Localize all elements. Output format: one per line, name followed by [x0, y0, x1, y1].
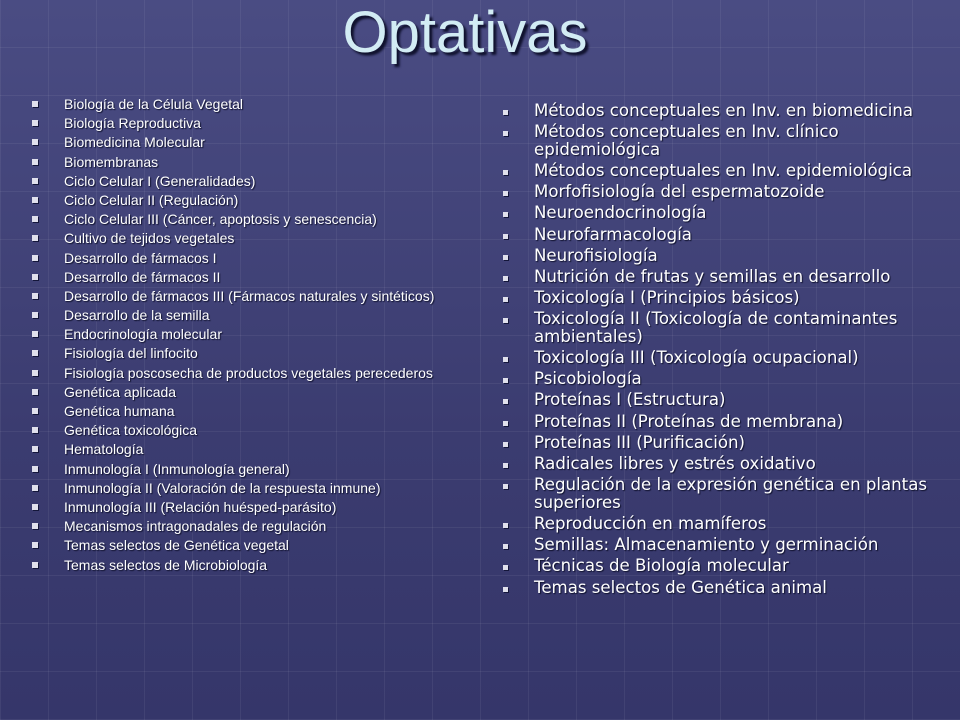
list-item-label: Toxicología II (Toxicología de contaminantes ambientales): [534, 309, 898, 346]
list-item-label: Biología de la Célula Vegetal: [64, 96, 244, 112]
square-bullet-icon: [503, 110, 508, 115]
list-item: [30, 212, 448, 227]
list-item-label: Temas selectos de Genética animal: [534, 577, 827, 597]
list-item-label: Temas selectos de Genética vegetal: [64, 537, 289, 554]
square-bullet-icon: [32, 485, 38, 491]
list-item: [30, 135, 448, 150]
list-item: [30, 155, 448, 170]
square-bullet-icon: [32, 542, 38, 548]
square-bullet-icon: [503, 484, 508, 489]
square-bullet-icon: [32, 197, 38, 203]
list-item-label: Radicales libres y estrés oxidativo: [534, 454, 816, 473]
list-item: [500, 268, 940, 286]
list-item: [30, 442, 448, 457]
square-bullet-icon: [32, 504, 38, 510]
right-course-list: [500, 102, 940, 600]
list-item: [30, 558, 448, 573]
list-item: [30, 289, 448, 304]
list-item-label: Endocrinología molecular: [64, 326, 222, 343]
square-bullet-icon: [503, 523, 508, 528]
list-item-label: Métodos conceptuales en Inv. en biomedicina: [534, 101, 914, 120]
list-item: [30, 174, 448, 189]
square-bullet-icon: [503, 544, 508, 549]
list-item: [30, 308, 448, 323]
list-item-label: Hematología: [64, 441, 144, 458]
list-item-label: Regulación de la expresión genética en plantas superiores: [534, 475, 928, 512]
square-bullet-icon: [32, 446, 38, 452]
square-bullet-icon: [503, 212, 508, 217]
list-item-label: Inmunología II (Valoración de la respuesta inmune): [64, 479, 381, 496]
list-item-label: Biomedicina Molecular: [64, 134, 205, 151]
list-item: [500, 183, 940, 201]
list-item-label: Genética humana: [64, 403, 175, 419]
square-bullet-icon: [503, 234, 508, 239]
list-item-label: Toxicología III (Toxicología ocupacional): [534, 348, 859, 368]
list-item-label: Proteínas II (Proteínas de membrana): [534, 411, 844, 431]
square-bullet-icon: [32, 350, 38, 356]
list-item-label: Toxicología I (Principios básicos): [534, 288, 800, 308]
square-bullet-icon: [32, 389, 38, 395]
square-bullet-icon: [32, 139, 38, 145]
square-bullet-icon: [32, 331, 38, 337]
list-item-label: Proteínas I (Estructura): [534, 390, 726, 410]
list-item: [30, 97, 448, 112]
square-bullet-icon: [32, 159, 38, 165]
list-item: [500, 204, 940, 222]
list-item: [30, 519, 448, 534]
list-item: [30, 500, 448, 515]
list-item-label: Reproducción en mamíferos: [534, 513, 767, 533]
list-item: [30, 193, 448, 208]
list-item-label: Desarrollo de fármacos I: [64, 249, 217, 266]
square-bullet-icon: [32, 408, 38, 414]
list-item: [30, 538, 448, 553]
list-item: [30, 404, 448, 419]
list-item-label: Cultivo de tejidos vegetales: [64, 230, 235, 247]
square-bullet-icon: [503, 421, 508, 426]
list-item: [30, 481, 448, 496]
list-item: [30, 385, 448, 400]
list-item: [30, 251, 448, 266]
list-item-label: Desarrollo de la semilla: [64, 307, 210, 324]
list-item: [30, 366, 448, 381]
list-item-label: Biología Reproductiva: [64, 115, 201, 132]
square-bullet-icon: [503, 565, 508, 570]
list-item-label: Métodos conceptuales en Inv. clínico epidemiológica: [534, 122, 839, 159]
list-item: [500, 557, 940, 575]
square-bullet-icon: [503, 255, 508, 260]
square-bullet-icon: [503, 297, 508, 302]
list-item-label: Desarrollo de fármacos III (Fármacos naturales y sintéticos): [64, 287, 435, 304]
list-item: [500, 455, 940, 473]
list-item: [30, 116, 448, 131]
square-bullet-icon: [503, 131, 508, 136]
list-item-label: Técnicas de Biología molecular: [534, 556, 789, 576]
list-item: [500, 349, 940, 367]
square-bullet-icon: [32, 178, 38, 184]
list-item-label: Ciclo Celular III (Cáncer, apoptosis y senescencia): [64, 211, 377, 228]
slide-title: Optativas: [342, 0, 588, 65]
list-item: [30, 346, 448, 361]
left-course-list: [30, 97, 448, 577]
list-item-label: Genética aplicada: [64, 383, 177, 400]
list-item-label: Neurofisiología: [534, 245, 658, 265]
list-item: [500, 102, 940, 120]
list-item-label: Temas selectos de Microbiología: [64, 556, 268, 573]
list-item: [500, 289, 940, 307]
list-item-label: Fisiología poscosecha de productos vegetales perecederos: [64, 364, 433, 381]
square-bullet-icon: [32, 427, 38, 433]
square-bullet-icon: [32, 312, 38, 318]
list-item: [30, 327, 448, 342]
square-bullet-icon: [503, 357, 508, 362]
list-item: [500, 370, 940, 388]
square-bullet-icon: [32, 523, 38, 529]
list-item-label: Proteínas III (Purificación): [534, 432, 745, 452]
list-item: [30, 231, 448, 246]
list-item-label: Inmunología I (Inmunología general): [64, 460, 290, 477]
square-bullet-icon: [32, 293, 38, 299]
square-bullet-icon: [503, 442, 508, 447]
list-item: [500, 310, 940, 345]
square-bullet-icon: [503, 378, 508, 383]
list-item: [500, 476, 940, 511]
list-item: [500, 123, 940, 158]
list-item: [30, 270, 448, 285]
square-bullet-icon: [32, 274, 38, 280]
square-bullet-icon: [503, 170, 508, 175]
list-item-label: Neuroendocrinología: [534, 203, 707, 223]
list-item: [500, 162, 940, 180]
list-item: [500, 247, 940, 265]
list-item: [500, 536, 940, 554]
square-bullet-icon: [32, 466, 38, 472]
list-item: [30, 462, 448, 477]
square-bullet-icon: [32, 255, 38, 261]
list-item-label: Métodos conceptuales en Inv. epidemiológica: [534, 160, 913, 180]
list-item: [500, 434, 940, 452]
list-item-label: Ciclo Celular II (Regulación): [64, 191, 239, 208]
list-item-label: Morfofisiología del espermatozoide: [534, 182, 825, 202]
list-item: [500, 413, 940, 431]
list-item-label: Fisiología del linfocito: [64, 345, 198, 362]
list-item: [500, 391, 940, 409]
list-item-label: Neurofarmacología: [534, 224, 692, 244]
square-bullet-icon: [503, 399, 508, 404]
list-item: [30, 423, 448, 438]
square-bullet-icon: [32, 120, 38, 126]
square-bullet-icon: [503, 276, 508, 281]
square-bullet-icon: [503, 463, 508, 468]
list-item: [500, 579, 940, 597]
square-bullet-icon: [32, 370, 38, 376]
square-bullet-icon: [32, 562, 38, 568]
square-bullet-icon: [32, 216, 38, 222]
list-item-label: Nutrición de frutas y semillas en desarrollo: [534, 266, 891, 286]
list-item: [500, 515, 940, 533]
list-item-label: Biomembranas: [64, 153, 159, 170]
list-item-label: Inmunología III (Relación huésped-parásito): [64, 498, 337, 515]
square-bullet-icon: [32, 235, 38, 241]
list-item: [500, 226, 940, 244]
list-item-label: Psicobiología: [534, 369, 642, 389]
square-bullet-icon: [32, 101, 38, 107]
square-bullet-icon: [503, 191, 508, 196]
list-item-label: Semillas: Almacenamiento y germinación: [534, 535, 879, 555]
list-item-label: Genética toxicológica: [64, 422, 198, 439]
list-item-label: Desarrollo de fármacos II: [64, 268, 221, 285]
list-item-label: Mecanismos intragonadales de regulación: [64, 518, 327, 535]
list-item-label: Ciclo Celular I (Generalidades): [64, 172, 256, 189]
square-bullet-icon: [503, 587, 508, 592]
square-bullet-icon: [503, 318, 508, 323]
